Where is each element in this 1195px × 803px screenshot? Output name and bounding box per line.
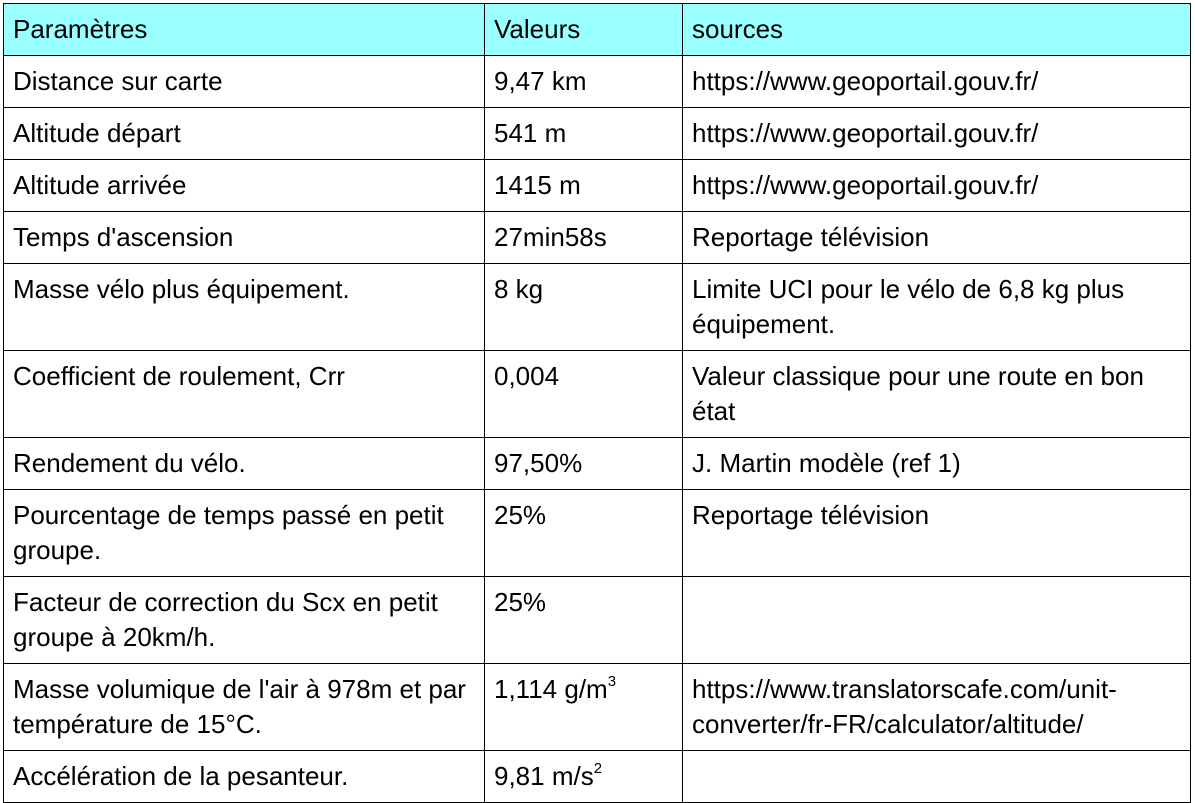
table-row bbox=[4, 56, 1191, 108]
table-row bbox=[4, 108, 1191, 160]
source-cell: Reportage télévision bbox=[683, 490, 1191, 577]
table-row bbox=[4, 490, 1191, 577]
value-cell: 541 m bbox=[485, 108, 683, 160]
header-valeurs: Valeurs bbox=[485, 4, 683, 56]
table-row bbox=[4, 664, 1191, 751]
value-text: 1,114 g/m bbox=[494, 674, 608, 704]
source-cell: J. Martin modèle (ref 1) bbox=[683, 438, 1191, 490]
param-cell: Altitude départ bbox=[4, 108, 485, 160]
param-cell: Masse vélo plus équipement. bbox=[4, 264, 485, 351]
table-row bbox=[4, 212, 1191, 264]
value-cell: 97,50% bbox=[485, 438, 683, 490]
param-cell: Temps d'ascension bbox=[4, 212, 485, 264]
source-cell bbox=[683, 577, 1191, 664]
source-cell: Valeur classique pour une route en bon état bbox=[683, 351, 1191, 438]
value-cell: 0,004 bbox=[485, 351, 683, 438]
source-cell bbox=[683, 751, 1191, 803]
value-cell: 1415 m bbox=[485, 160, 683, 212]
param-cell: Rendement du vélo. bbox=[4, 438, 485, 490]
table-row bbox=[4, 577, 1191, 664]
param-cell: Facteur de correction du Scx en petit groupe à 20km/h. bbox=[4, 577, 485, 664]
source-cell bbox=[683, 664, 1191, 751]
table-row bbox=[4, 160, 1191, 212]
source-cell: https://www.geoportail.gouv.fr/ bbox=[683, 160, 1191, 212]
value-text: 9,81 m/s bbox=[494, 761, 594, 791]
param-cell: Masse volumique de l'air à 978m et par température de 15°C. bbox=[4, 664, 485, 751]
table-row bbox=[4, 351, 1191, 438]
table-row bbox=[4, 264, 1191, 351]
source-cell: https://www.geoportail.gouv.fr/ bbox=[683, 56, 1191, 108]
value-cell: 25% bbox=[485, 490, 683, 577]
source-cell: https://www.geoportail.gouv.fr/ bbox=[683, 108, 1191, 160]
param-cell: Pourcentage de temps passé en petit groupe. bbox=[4, 490, 485, 577]
table-header-row bbox=[4, 4, 1191, 56]
param-cell: Coefficient de roulement, Crr bbox=[4, 351, 485, 438]
exponent: 2 bbox=[593, 760, 603, 778]
source-link-line2[interactable]: converter/fr-FR/calculator/altitude/ bbox=[692, 709, 1084, 739]
table-row bbox=[4, 438, 1191, 490]
value-cell bbox=[485, 751, 683, 803]
source-cell: Reportage télévision bbox=[683, 212, 1191, 264]
param-cell: Altitude arrivée bbox=[4, 160, 485, 212]
value-cell: 8 kg bbox=[485, 264, 683, 351]
source-cell: Limite UCI pour le vélo de 6,8 kg plus équipement. bbox=[683, 264, 1191, 351]
source-link-line1[interactable]: https://www.translatorscafe.com/unit- bbox=[692, 674, 1117, 704]
header-parametres: Paramètres bbox=[4, 4, 485, 56]
value-cell: 9,47 km bbox=[485, 56, 683, 108]
header-sources: sources bbox=[683, 4, 1191, 56]
parameters-table bbox=[3, 3, 1191, 803]
value-cell: 25% bbox=[485, 577, 683, 664]
value-cell bbox=[485, 664, 683, 751]
value-cell: 27min58s bbox=[485, 212, 683, 264]
param-cell: Distance sur carte bbox=[4, 56, 485, 108]
exponent: 3 bbox=[607, 673, 617, 691]
table-row bbox=[4, 751, 1191, 803]
param-cell: Accélération de la pesanteur. bbox=[4, 751, 485, 803]
